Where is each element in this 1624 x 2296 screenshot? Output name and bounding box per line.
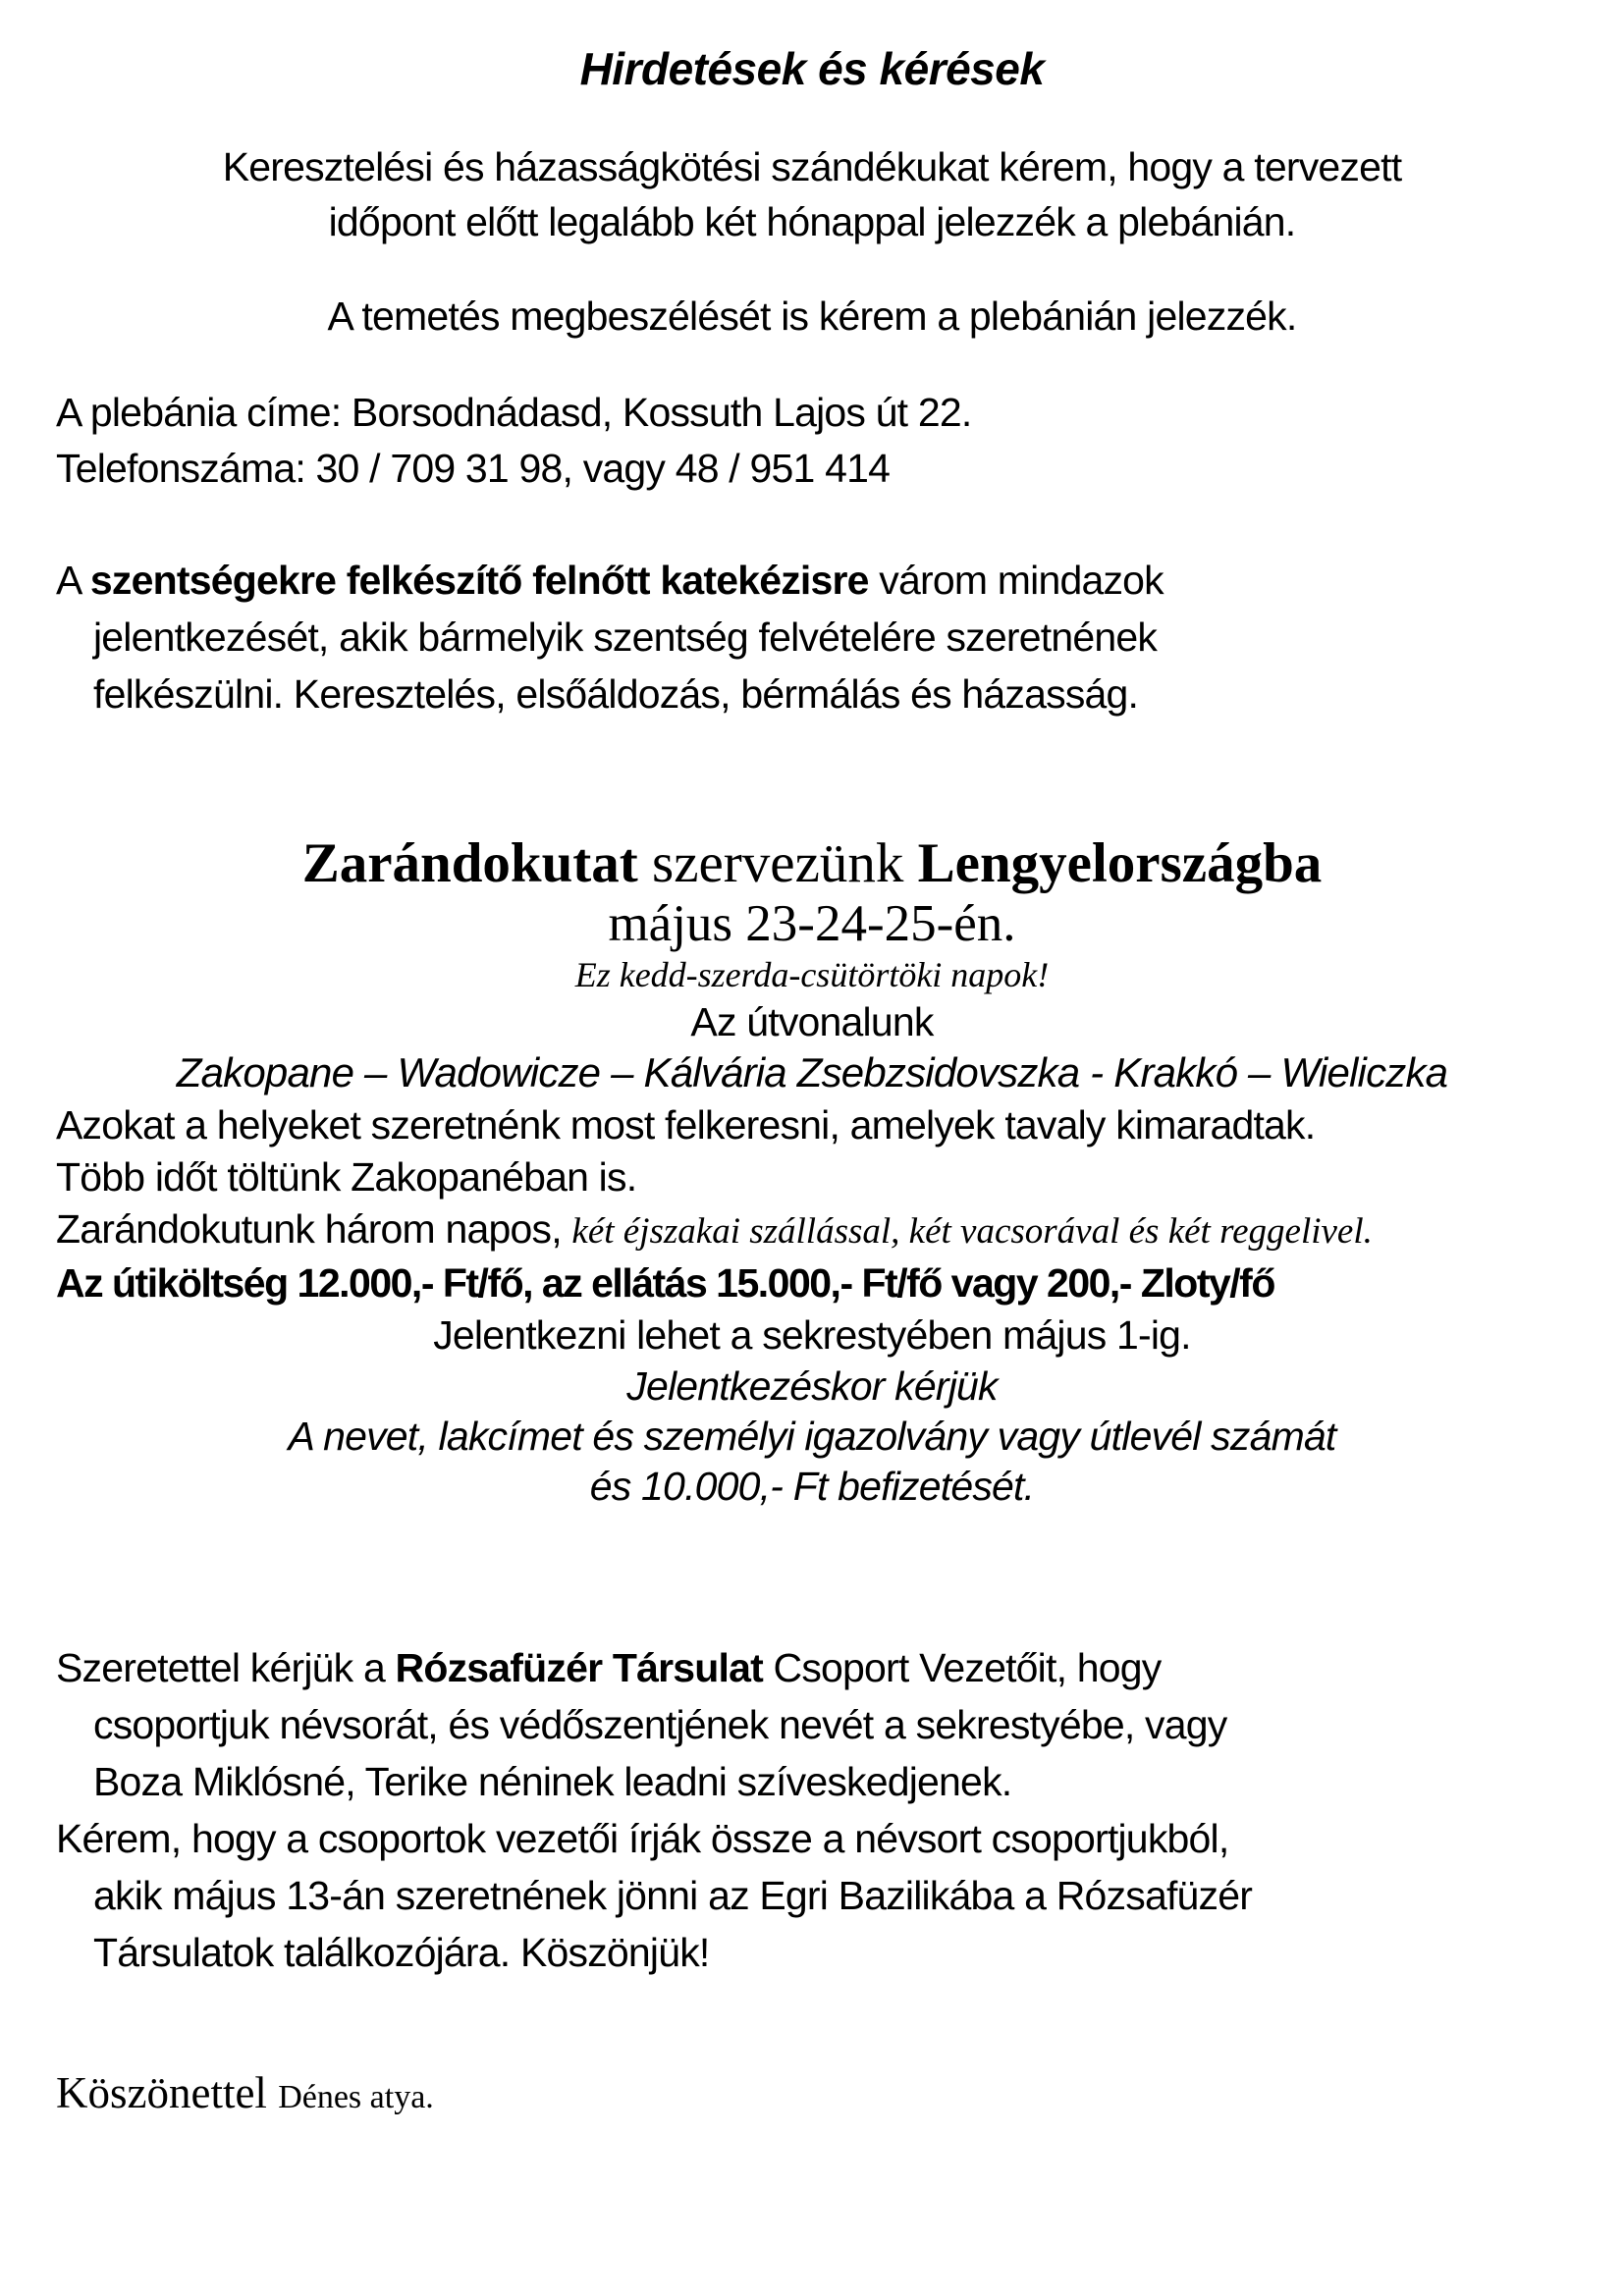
pilgrimage-section (56, 832, 1568, 1512)
route-label: Az útvonalunk (690, 999, 934, 1044)
signup-info: Jelentkezni lehet a sekrestyében május 1-ig. (433, 1312, 1191, 1358)
text-run: Csoport Vezetőit, hogy (762, 1645, 1162, 1690)
pilgrimage-duration (56, 1203, 1568, 1257)
serif-italic-text-run: két éjszakai szállással, két vacsorával és két reggelivel. (571, 1211, 1373, 1252)
signup-note: és 10.000,- Ft befizetését. (589, 1464, 1035, 1509)
closing-text: Köszönettel (56, 2068, 279, 2117)
pilgrimage-description: Azokat a helyeket szeretnénk most felkeresni, amelyek tavaly kimaradtak. (56, 1102, 1316, 1148)
signup-note: A nevet, lakcímet és személyi igazolvány vagy útlevél számát (288, 1414, 1336, 1459)
baptism-wedding-paragraph (56, 139, 1568, 249)
signature (56, 2065, 1568, 2125)
paragraph-line: időpont előtt legalább két hónappal jelezzék a plebánián. (328, 199, 1296, 244)
text-run: A (56, 558, 90, 603)
pilgrimage-day-note: Ez kedd-szerda-csütörtöki napok! (574, 955, 1050, 994)
pilgrimage-cost: Az útiköltség 12.000,- Ft/fő, az ellátás 15.000,- Ft/fő vagy 200,- Zloty/fő (56, 1260, 1274, 1306)
pilgrimage-date: május 23-24-25-én. (608, 895, 1016, 952)
bold-text-run: szentségekre felkészítő felnőtt katekézisre (89, 558, 869, 603)
paragraph-line: csoportjuk névsorát, és védőszentjének nevét a sekrestyébe, vagy (93, 1702, 1227, 1747)
signer-name: Dénes atya. (278, 2079, 434, 2115)
route-itinerary: Zakopane – Wadowicze – Kálvária Zsebzsidovszka - Krakkó – Wieliczka (176, 1049, 1448, 1095)
text-run: Szeretettel kérjük a (56, 1645, 396, 1690)
pilgrimage-description: Több időt töltünk Zakopanéban is. (56, 1154, 637, 1200)
pilgrimage-headline (56, 832, 1568, 895)
rosary-society-paragraph (56, 1639, 1568, 1981)
paragraph-line: Társulatok találkozójára. Köszönjük! (93, 1930, 710, 1975)
parish-contact (56, 385, 1568, 497)
bold-text-run: Lengyelországba (917, 832, 1323, 894)
paragraph-line: felkészülni. Keresztelés, elsőáldozás, bérmálás és házasság. (93, 671, 1139, 717)
text-run: Zarándokutunk három napos, (56, 1206, 572, 1252)
paragraph-line (56, 1639, 1568, 1696)
page-title: Hirdetések és kérések (579, 43, 1045, 94)
paragraph-line: Keresztelési és házasságkötési szándékukat kérem, hogy a tervezett (222, 144, 1402, 189)
paragraph-line: jelentkezését, akik bármelyik szentség felvételére szeretnének (93, 614, 1158, 660)
signup-note: Jelentkezéskor kérjük (626, 1363, 998, 1409)
catechesis-paragraph (56, 552, 1568, 722)
bold-text-run: Rózsafüzér Társulat (395, 1645, 763, 1690)
paragraph-line: Boza Miklósné, Terike néninek leadni szíveskedjenek. (93, 1759, 1012, 1804)
paragraph-line (56, 552, 1568, 609)
paragraph-line: Kérem, hogy a csoportok vezetői írják össze a névsort csoportjukból, (56, 1816, 1229, 1861)
funeral-notice: A temetés megbeszélését is kérem a plebánián jelezzék. (327, 294, 1297, 339)
text-run: szervezünk (637, 832, 918, 894)
parish-phone: Telefonszáma: 30 / 709 31 98, vagy 48 / 951 414 (56, 446, 891, 491)
text-run: várom mindazok (868, 558, 1164, 603)
bold-text-run: Zarándokutat (301, 832, 638, 894)
parish-address: A plebánia címe: Borsodnádasd, Kossuth Lajos út 22. (56, 390, 972, 435)
paragraph-line: akik május 13-án szeretnének jönni az Egri Bazilikába a Rózsafüzér (93, 1873, 1253, 1918)
